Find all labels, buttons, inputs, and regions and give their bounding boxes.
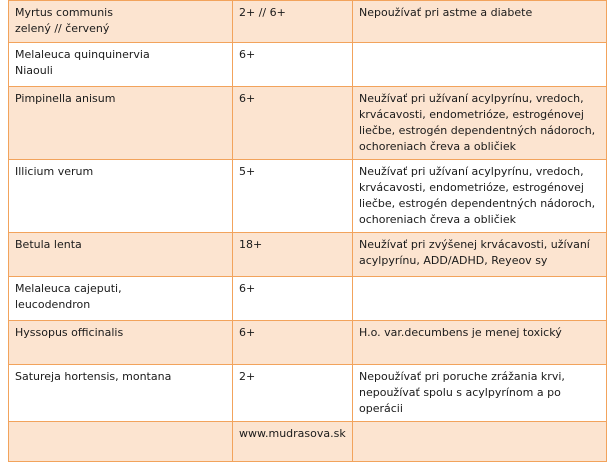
note-cell: [353, 422, 607, 462]
age-cell: 5+: [233, 160, 353, 233]
plant-name-cell: Melaleuca cajeputi, leucodendron: [9, 277, 233, 321]
note-cell: H.o. var.decumbens je menej toxický: [353, 321, 607, 365]
note-cell: Nepoužívať pri astme a diabete: [353, 1, 607, 43]
age-cell: 6+: [233, 87, 353, 160]
note-cell: [353, 43, 607, 87]
note-cell: Nepoužívať pri poruche zrážania krvi, nepoužívať spolu s acylpyrínom a po operácii: [353, 365, 607, 422]
plant-name-cell: Satureja hortensis, montana: [9, 365, 233, 422]
age-cell: 18+: [233, 233, 353, 277]
plant-name-cell: Illicium verum: [9, 160, 233, 233]
table-row: [9, 87, 607, 160]
website-cell: www.mudrasova.sk: [233, 422, 353, 462]
age-cell: 2+ // 6+: [233, 1, 353, 43]
plant-name-cell: Myrtus communis zelený // červený: [9, 1, 233, 43]
table-row: [9, 233, 607, 277]
age-cell: 6+: [233, 43, 353, 87]
plant-name-cell: Melaleuca quinquinervia Niaouli: [9, 43, 233, 87]
note-cell: Neužívať pri užívaní acylpyrínu, vredoch, krvácavosti, endometrióze, estrogénovej liečbe, estrogén dependentných nádoroch, ochoreniach čreva a obličiek: [353, 160, 607, 233]
note-cell: Neužívať pri zvýšenej krvácavosti, užívaní acylpyrínu, ADD/ADHD, Reyeov sy: [353, 233, 607, 277]
table-row: [9, 277, 607, 321]
essential-oils-table: [8, 0, 607, 462]
note-cell: [353, 277, 607, 321]
plant-name-cell: Betula lenta: [9, 233, 233, 277]
table-row: [9, 160, 607, 233]
table-row: [9, 43, 607, 87]
note-cell: Neužívať pri užívaní acylpyrínu, vredoch, krvácavosti, endometrióze, estrogénovej liečbe, estrogén dependentných nádoroch, ochoreniach čreva a obličiek: [353, 87, 607, 160]
plant-name-cell: Pimpinella anisum: [9, 87, 233, 160]
age-cell: 6+: [233, 277, 353, 321]
age-cell: 2+: [233, 365, 353, 422]
table-row: [9, 321, 607, 365]
plant-name-cell: [9, 422, 233, 462]
table-row: [9, 365, 607, 422]
table-row: [9, 1, 607, 43]
plant-name-cell: Hyssopus officinalis: [9, 321, 233, 365]
table-row: [9, 422, 607, 462]
age-cell: 6+: [233, 321, 353, 365]
